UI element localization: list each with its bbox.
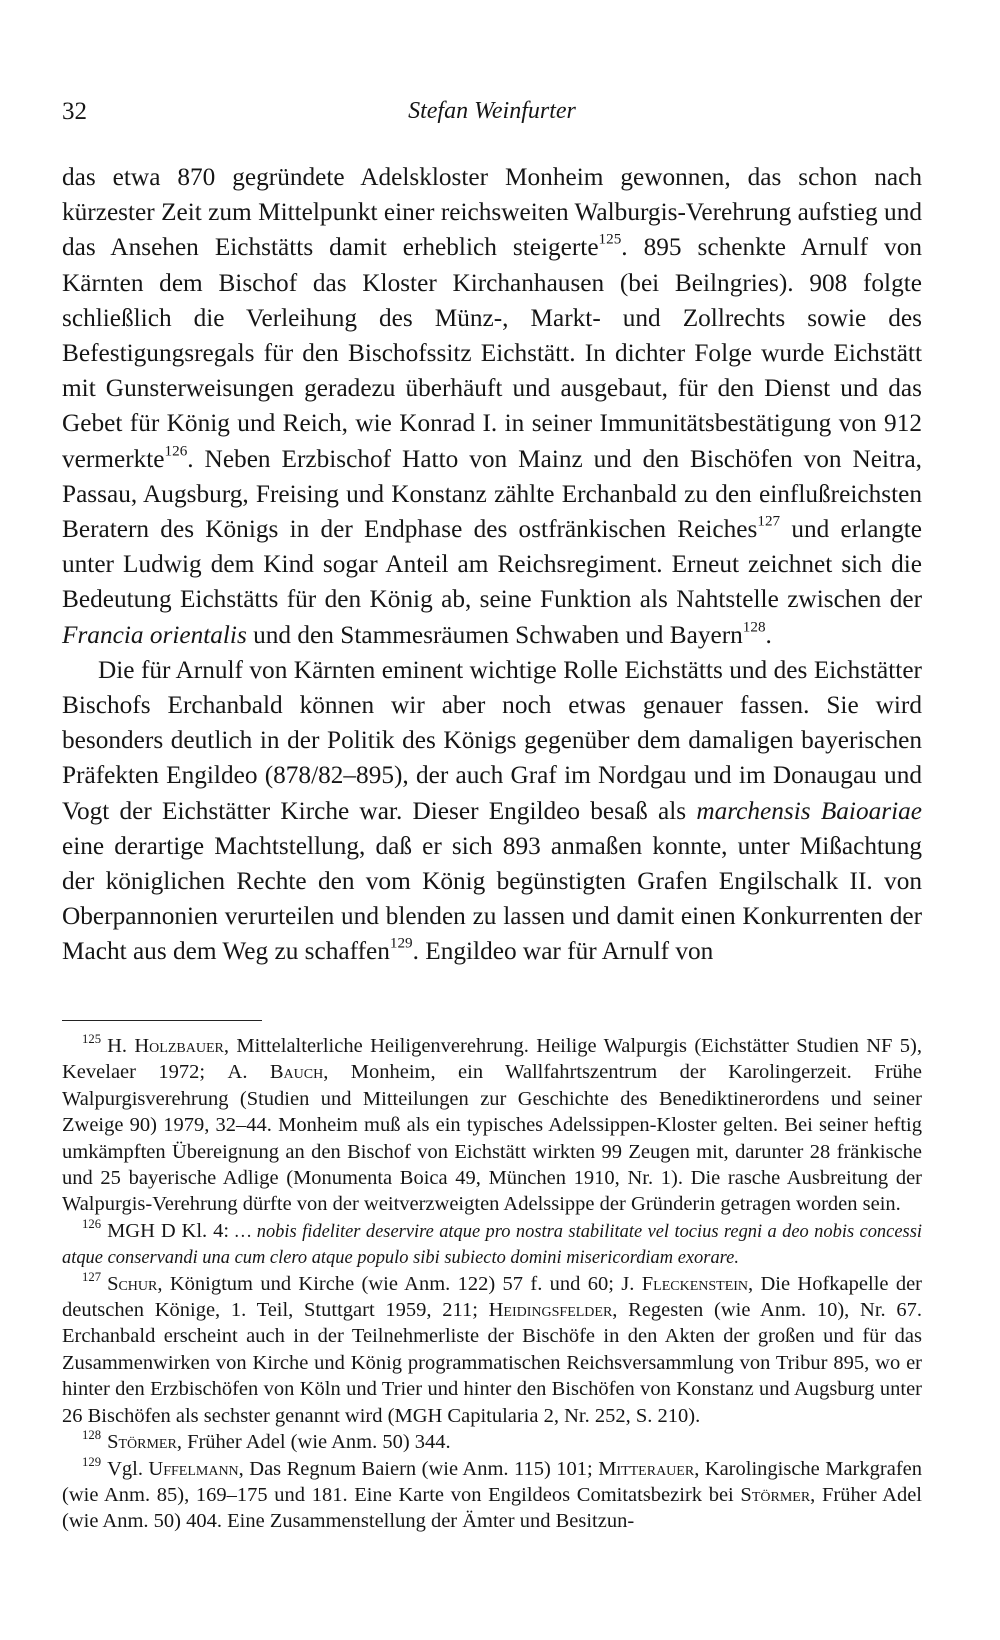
footnote-ref: 125 [598, 231, 622, 249]
running-head: Stefan Weinfurter [408, 98, 576, 124]
footnote [62, 1218, 922, 1271]
footnote-number: 129 [82, 1454, 102, 1469]
text-run: das etwa 870 gegründete Adelskloster Monheim gewonnen, das schon nach kürzester Zeit zum Mittelpunkt einer reichsweiten Walburgis-Verehrung aufstieg und das Ansehen Eichstätts damit erheblich steigerte [62, 163, 922, 262]
latin-quote: … nobis fideliter deservire atque pro nostra stabilitate vel tocius regni a deo nobis concessi atque conservandi una cum clero atque populo sibi subiecto domini misericordiam exorare. [62, 1220, 922, 1268]
footnote-text: , Früher Adel (wie Anm. 50) 404. Eine Zusammenstellung der Ämter und Besitzun- [62, 1483, 923, 1533]
footnote-text: , Mittelalterliche Heiligenverehrung. Heilige Walpurgis (Eichstätter Studien NF 5), Kevelaer 1972; [62, 1035, 922, 1084]
footnote-text: , Früher Adel (wie Anm. 50) 344. [176, 1431, 451, 1454]
text-run: Die für Arnulf von Kärnten eminent wichtige Rolle Eichstätts und des Eichstätter Bischofs Erchanbald können wir aber noch etwas genauer fassen. Sie wird besonders deutlich in der Politik des Königs gegenüber dem damaligen bayerischen Präfekten Engildeo (878/82–895), der auch Graf im Nordgau und im Donaugau und Vogt der Eichstätter Kirche war. Dieser Engildeo besaß als [62, 655, 922, 825]
footnote-text: , Monheim, ein Wallfahrtszentrum der Karolingerzeit. Frühe Walpurgisverehrung (Studien und Mitteilungen zur Geschichte des Benediktinerordens und seiner Zweige 90) 1979, 32–44. Monheim muß als ein typisches Adelssippen-Kloster gelten. Bei seiner heftig umkämpften Übereignung an den Bischof von Eichstätt wirkten 99 Zeugen mit, darunter 28 fränkische und 25 bayerische Adlige (Monumenta Boica 49, München 1910, Nr. 1). Die rasche Ausbreitung der Walpurgis-Verehrung dürfte von der weitverzweigten Adelssippe der Gründerin getragen worden sein. [62, 1061, 922, 1216]
author-name: H. Holzbauer [107, 1035, 224, 1057]
footnote-number: 126 [82, 1216, 102, 1231]
footnote-text: , Das Regnum Baiern (wie Anm. 115) 101; [238, 1457, 599, 1480]
footnote-ref: 128 [742, 618, 766, 636]
author-name: Mitterauer [598, 1457, 695, 1480]
footnote-ref: 127 [757, 512, 781, 530]
italic-term: Francia orientalis [62, 620, 247, 649]
author-name: Heidingsfelder [488, 1299, 613, 1322]
text-run: und den Stammesräumen Schwaben und Bayern [246, 620, 743, 649]
text-run: . Neben Erzbischof Hatto von Mainz und den Bischöfen von Neitra, Passau, Augsburg, Freising und Konstanz zählte Erchanbald zu den einflußreichsten Beratern des Königs in der Endphase des ostfränkischen Reiches [62, 444, 922, 544]
text-run: und erlangte unter Ludwig dem Kind sogar Anteil am Reichsregiment. Erneut zeichnet sich die Bedeutung Eichstätts für den König ab, seine Funktion als Nahtstelle zwischen der [62, 515, 922, 614]
footnote-text: , Königtum und Kirche (wie Anm. 122) 57 f. und 60; [157, 1272, 622, 1295]
text-run: . 895 schenkte Arnulf von Kärnten dem Bischof das Kloster Kirchanhausen (bei Beilngries). 908 folgte schließlich die Verleihung des Münz-, Markt- und Zollrechts sowie des Befestigungsregals für den Bischofssitz Eichstätt. In dichter Folge wurde Eichstätt mit Gunsterweisungen geradezu überhäuft und ausgebaut, für den Dienst und das Gebet für König und Reich, wie Konrad I. in seiner Immunitätsbestätigung von 912 vermerkte [62, 233, 922, 473]
text-run: . Engildeo war für Arnulf von [412, 937, 714, 966]
footnote-text: MGH D Kl. 4: [107, 1219, 235, 1242]
footnote-text: , Die Hofkapelle der deutschen Könige, 1. Teil, Stuttgart 1959, 211; [62, 1272, 922, 1322]
footnote [62, 1456, 922, 1535]
footnotes [62, 1033, 922, 1535]
paragraph [62, 653, 922, 970]
footnote-divider [62, 1020, 262, 1021]
text-run: eine derartige Machtstellung, daß er sich 893 anmaßen konnte, unter Mißachtung der königlichen Rechte den vom König begünstigten Grafen Engilschalk II. von Oberpannonien verurteilen und blenden zu lassen und damit einen Konkurrenten der Macht aus dem Weg zu schaffen [62, 831, 922, 966]
footnote-number: 128 [82, 1428, 102, 1443]
author-name: Schur [107, 1272, 158, 1295]
footnote [62, 1271, 922, 1429]
author-name: A. Bauch [227, 1061, 324, 1084]
page-number: 32 [62, 98, 87, 125]
footnote-ref: 129 [389, 935, 413, 953]
footnote-number: 127 [82, 1269, 102, 1284]
paragraph [62, 160, 922, 653]
footnote [62, 1033, 922, 1218]
footnote-number: 125 [82, 1032, 102, 1047]
author-name: J. Fleckenstein [621, 1272, 749, 1295]
footnote [62, 1429, 922, 1455]
page-header [62, 98, 922, 134]
author-name: Uffelmann [148, 1457, 239, 1480]
footnote-text: Vgl. [107, 1457, 149, 1480]
footnote-text: , Regesten (wie Anm. 10), Nr. 67. Erchanbald erscheint auch in der Teilnehmerliste der Bischöfe in den Akten der großen und für das Zusammenwirken von Kirche und König programmatischen Reichsversammlung von Tribur 895, wo er hinter den Erzbischöfen von Köln und Trier und hinter den Bischöfen von Konstanz und Augsburg unter 26 Bischöfen als sechster genannt wird (MGH Capitularia 2, Nr. 252, S. 210). [62, 1299, 922, 1427]
author-name: Störmer [740, 1483, 811, 1506]
italic-term: marchensis Baioariae [696, 796, 922, 825]
author-name: Störmer [107, 1431, 177, 1454]
footnote-text: , Karolingische Markgrafen (wie Anm. 85), 169–175 und 181. Eine Karte von Engildeos Comitatsbezirk bei [62, 1457, 922, 1506]
text-run: . [765, 620, 772, 649]
main-text [62, 160, 922, 970]
footnote-ref: 126 [164, 442, 188, 460]
